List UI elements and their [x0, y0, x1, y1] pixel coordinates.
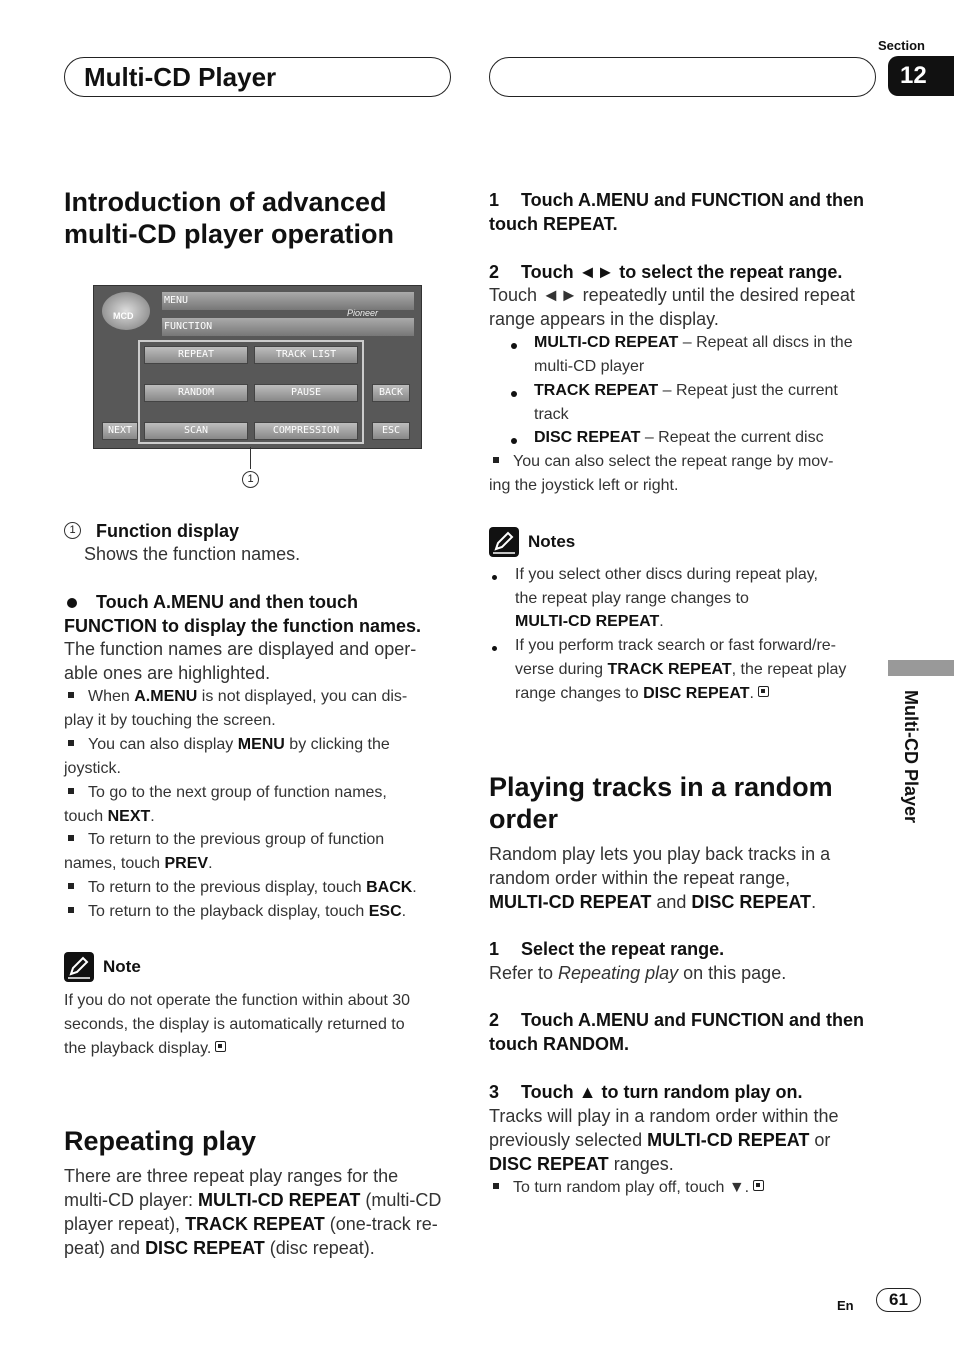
side-tab-label: Multi-CD Player	[901, 690, 921, 824]
step-title-line1: Touch A.MENU and then touch	[96, 592, 358, 612]
range-multi-cd-cont: multi-CD player	[534, 358, 645, 375]
end-mark-icon	[215, 1041, 226, 1052]
step2-num: 2	[489, 262, 500, 282]
range-multi-cd: MULTI-CD REPEAT – Repeat all discs in the	[534, 334, 853, 351]
step1-line2: touch REPEAT.	[489, 214, 618, 234]
random-title-line2: order	[489, 804, 559, 834]
note2-line2: verse during TRACK REPEAT, the repeat play	[515, 661, 847, 678]
end-mark-icon	[753, 1180, 764, 1191]
screen-pause-button[interactable]: PAUSE	[254, 384, 358, 402]
bullet-dot-icon	[511, 391, 517, 397]
notes-title: Notes	[528, 532, 576, 551]
screen-random-button[interactable]: RANDOM	[144, 384, 248, 402]
callout-line	[250, 447, 251, 469]
rstep2-num: 2	[489, 1010, 500, 1030]
screen-esc-button[interactable]: ESC	[372, 422, 410, 440]
note-title: Note	[103, 957, 141, 976]
repeating-line3: player repeat), TRACK REPEAT (one-track re-	[64, 1214, 438, 1234]
bullet-prev: To return to the previous group of function	[68, 828, 384, 852]
random-desc2: random order within the repeat range,	[489, 868, 791, 888]
rstep1-desc: Refer to Repeating play on this page.	[489, 963, 787, 983]
repeating-line1: There are three repeat play ranges for the	[64, 1166, 399, 1186]
range-disc: DISC REPEAT – Repeat the current disc	[534, 429, 824, 446]
repeating-line2: multi-CD player: MULTI-CD REPEAT (multi-CD	[64, 1190, 442, 1210]
screen-compression-button[interactable]: COMPRESSION	[254, 422, 358, 440]
header-blank-frame	[489, 57, 876, 97]
bullet-prev-cont: names, touch PREV.	[64, 855, 213, 872]
joystick-tip: You can also select the repeat range by mov-	[493, 450, 834, 474]
bullet-next: To go to the next group of function names,	[68, 781, 387, 805]
rstep2-line2: touch RANDOM.	[489, 1034, 629, 1054]
bullet-amenu: When A.MENU is not displayed, you can dis-	[68, 685, 407, 709]
chapter-title: Multi-CD Player	[84, 62, 277, 92]
bullet-next-cont: touch NEXT.	[64, 808, 155, 825]
joystick-tip-cont: ing the joystick left or right.	[489, 477, 679, 494]
note-icon	[64, 952, 94, 982]
range-track: TRACK REPEAT – Repeat just the current	[534, 382, 838, 399]
section-number: 12	[888, 56, 954, 96]
bullet-dot-icon	[492, 575, 497, 580]
square-bullet-icon	[68, 692, 74, 698]
square-bullet-icon	[68, 907, 74, 913]
step-bullet-icon	[67, 598, 77, 608]
bullet-menu-cont: joystick.	[64, 760, 121, 777]
screen-repeat-button[interactable]: REPEAT	[144, 346, 248, 364]
note1-line3: MULTI-CD REPEAT.	[515, 613, 664, 630]
note-line1: If you do not operate the function within about 30	[64, 992, 411, 1009]
bullet-dot-icon	[492, 646, 497, 651]
rstep1-num: 1	[489, 939, 500, 959]
square-bullet-icon	[68, 788, 74, 794]
footer-lang: En	[837, 1298, 854, 1313]
square-bullet-icon	[493, 1183, 499, 1189]
step2-desc2: range appears in the display.	[489, 309, 719, 329]
rstep3-num: 3	[489, 1082, 500, 1102]
note-line3: the playback display.	[64, 1037, 226, 1061]
intro-title-line1: Introduction of advanced	[64, 187, 387, 217]
step-title-line2: FUNCTION to display the function names.	[64, 616, 422, 636]
screen-scan-button[interactable]: SCAN	[144, 422, 248, 440]
bullet-menu: You can also display MENU by clicking the	[68, 733, 390, 757]
step-desc-line1: The function names are displayed and oper-	[64, 639, 417, 659]
rstep3-desc1: Tracks will play in a random order within the	[489, 1106, 839, 1126]
note1-line2: the repeat play range changes to	[515, 590, 749, 607]
bullet-back: To return to the previous display, touch BACK.	[68, 876, 417, 900]
bullet-dot-icon	[511, 343, 517, 349]
section-label: Section	[878, 38, 925, 53]
screen-next-button[interactable]: NEXT	[102, 422, 138, 440]
rstep2-line1: Touch A.MENU and FUNCTION and then	[521, 1010, 864, 1030]
step2-title: Touch ◄► to select the repeat range.	[521, 262, 843, 282]
screen-function-bar: FUNCTION	[162, 318, 414, 336]
step1-num: 1	[489, 190, 500, 210]
note2-line1: If you perform track search or fast forward/re-	[515, 637, 836, 654]
page-number: 61	[876, 1288, 921, 1312]
square-bullet-icon	[68, 883, 74, 889]
rstep1-title: Select the repeat range.	[521, 939, 725, 959]
random-title-line1: Playing tracks in a random	[489, 772, 833, 802]
range-track-cont: track	[534, 406, 569, 423]
intro-title-line2: multi-CD player operation	[64, 219, 395, 249]
random-desc3: MULTI-CD REPEAT and DISC REPEAT.	[489, 892, 817, 912]
note1-line1: If you select other discs during repeat play,	[515, 566, 818, 583]
repeating-play-title: Repeating play	[64, 1126, 257, 1156]
step-desc-line2: able ones are highlighted.	[64, 663, 271, 683]
square-bullet-icon	[493, 457, 499, 463]
note2-line3: range changes to DISC REPEAT.	[515, 682, 769, 706]
function-display-title: Function display	[96, 521, 240, 541]
screen-menu-bar: MENU	[162, 292, 414, 310]
note-line2: seconds, the display is automatically returned to	[64, 1016, 405, 1033]
notes-icon	[489, 527, 519, 557]
step1-line1: Touch A.MENU and FUNCTION and then	[521, 190, 864, 210]
random-desc1: Random play lets you play back tracks in a	[489, 844, 831, 864]
function-display-number: 1	[64, 522, 81, 539]
repeating-line4: peat) and DISC REPEAT (disc repeat).	[64, 1238, 375, 1258]
side-tab-bar	[888, 660, 954, 676]
square-bullet-icon	[68, 740, 74, 746]
end-mark-icon	[758, 686, 769, 697]
rstep3-title: Touch ▲ to turn random play on.	[521, 1082, 803, 1102]
step2-desc1: Touch ◄► repeatedly until the desired repeat	[489, 285, 855, 305]
random-off-tip: To turn random play off, touch ▼.	[493, 1176, 764, 1200]
screen-back-button[interactable]: BACK	[372, 384, 410, 402]
rstep3-desc3: DISC REPEAT ranges.	[489, 1154, 674, 1174]
mcd-logo-text: MCD	[113, 311, 134, 321]
function-display-desc: Shows the function names.	[84, 544, 301, 564]
square-bullet-icon	[68, 835, 74, 841]
callout-number: 1	[242, 471, 259, 488]
bullet-dot-icon	[511, 438, 517, 444]
screen-track-list-button[interactable]: TRACK LIST	[254, 346, 358, 364]
bullet-esc: To return to the playback display, touch ESC.	[68, 900, 406, 924]
screen-brand: Pioneer	[347, 308, 379, 318]
function-screen-image	[93, 285, 422, 449]
bullet-amenu-cont: play it by touching the screen.	[64, 712, 276, 729]
rstep3-desc2: previously selected MULTI-CD REPEAT or	[489, 1130, 831, 1150]
